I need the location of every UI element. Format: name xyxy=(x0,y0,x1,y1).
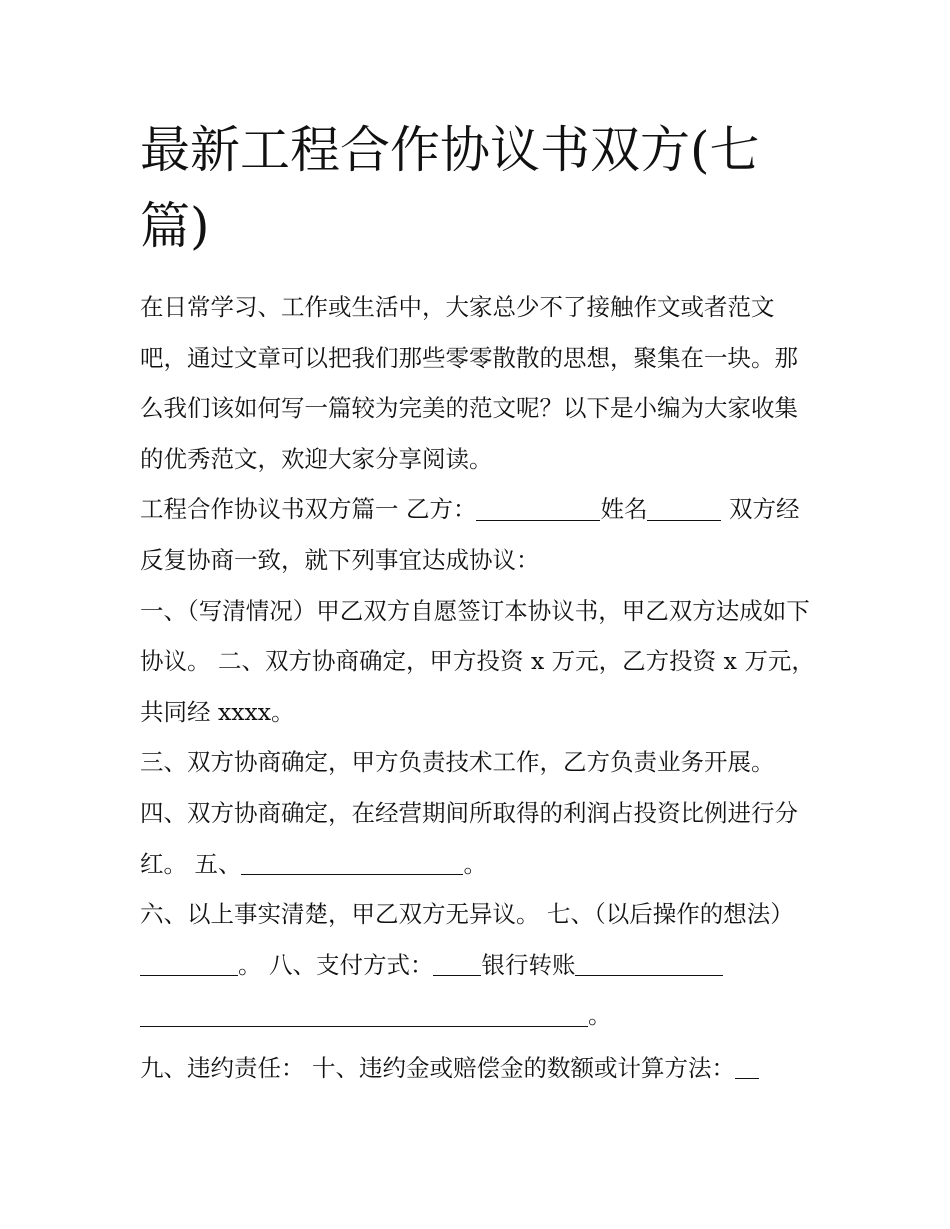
paragraph-4 xyxy=(140,788,820,889)
party-b-blank xyxy=(476,496,600,521)
payment-detail-blank-2 xyxy=(140,1002,588,1027)
paragraph-6 xyxy=(140,1043,820,1094)
paragraph-1-text-b: 姓名 xyxy=(600,495,648,524)
paragraph-5-text-b: 。 八、支付方式： xyxy=(238,950,434,979)
paragraph-5-text-c: 银行转账 xyxy=(481,950,576,979)
payment-method-blank xyxy=(433,952,481,977)
paragraph-2: 一、（写清情况）甲乙双方自愿签订本协议书，甲乙双方达成如下协议。 二、双方协商确定，甲方投资 x 万元，乙方投资 x 万元，共同经 xxxx。 xyxy=(140,596,815,726)
paragraph-4-text-b: 。 xyxy=(463,849,487,878)
paragraph-1-text-c: 双方经反复协商一致，就下列事宜达成协议： xyxy=(140,495,800,574)
name-blank xyxy=(647,496,721,521)
paragraph-5 xyxy=(140,889,820,1041)
intro-paragraph: 在日常学习、工作或生活中，大家总少不了接触作文或者范文吧，通过文章可以把我们那些零零散散的思想，聚集在一块。那么我们该如何写一篇较为完美的范文呢？以下是小编为大家收集的优秀范文，欢迎大家分享阅读。 xyxy=(140,293,798,473)
item-five-blank xyxy=(241,851,463,876)
paragraph-6-text-a: 九、违约责任： 十、违约金或赔偿金的数额或计算方法： xyxy=(140,1053,735,1082)
paragraph-1-text-a: 工程合作协议书双方篇一 乙方： xyxy=(140,495,477,524)
paragraph-4-text-a: 四、双方协商确定，在经营期间所取得的利润占投资比例进行分红。 五、 xyxy=(140,798,798,878)
paragraph-1 xyxy=(140,484,820,585)
paragraph-3: 三、双方协商确定，甲方负责技术工作，乙方负责业务开展。 xyxy=(140,748,775,777)
document-title: 最新工程合作协议书双方(七篇) xyxy=(140,121,760,255)
paragraph-5-text-d: 。 xyxy=(588,1001,612,1030)
payment-detail-blank-1 xyxy=(575,952,723,977)
penalty-amount-blank xyxy=(735,1055,759,1080)
paragraph-5-text-a: 六、以上事实清楚，甲乙双方无异议。 七、（以后操作的想法） xyxy=(140,900,794,929)
document-body xyxy=(140,282,820,1094)
future-plan-blank xyxy=(140,952,238,977)
